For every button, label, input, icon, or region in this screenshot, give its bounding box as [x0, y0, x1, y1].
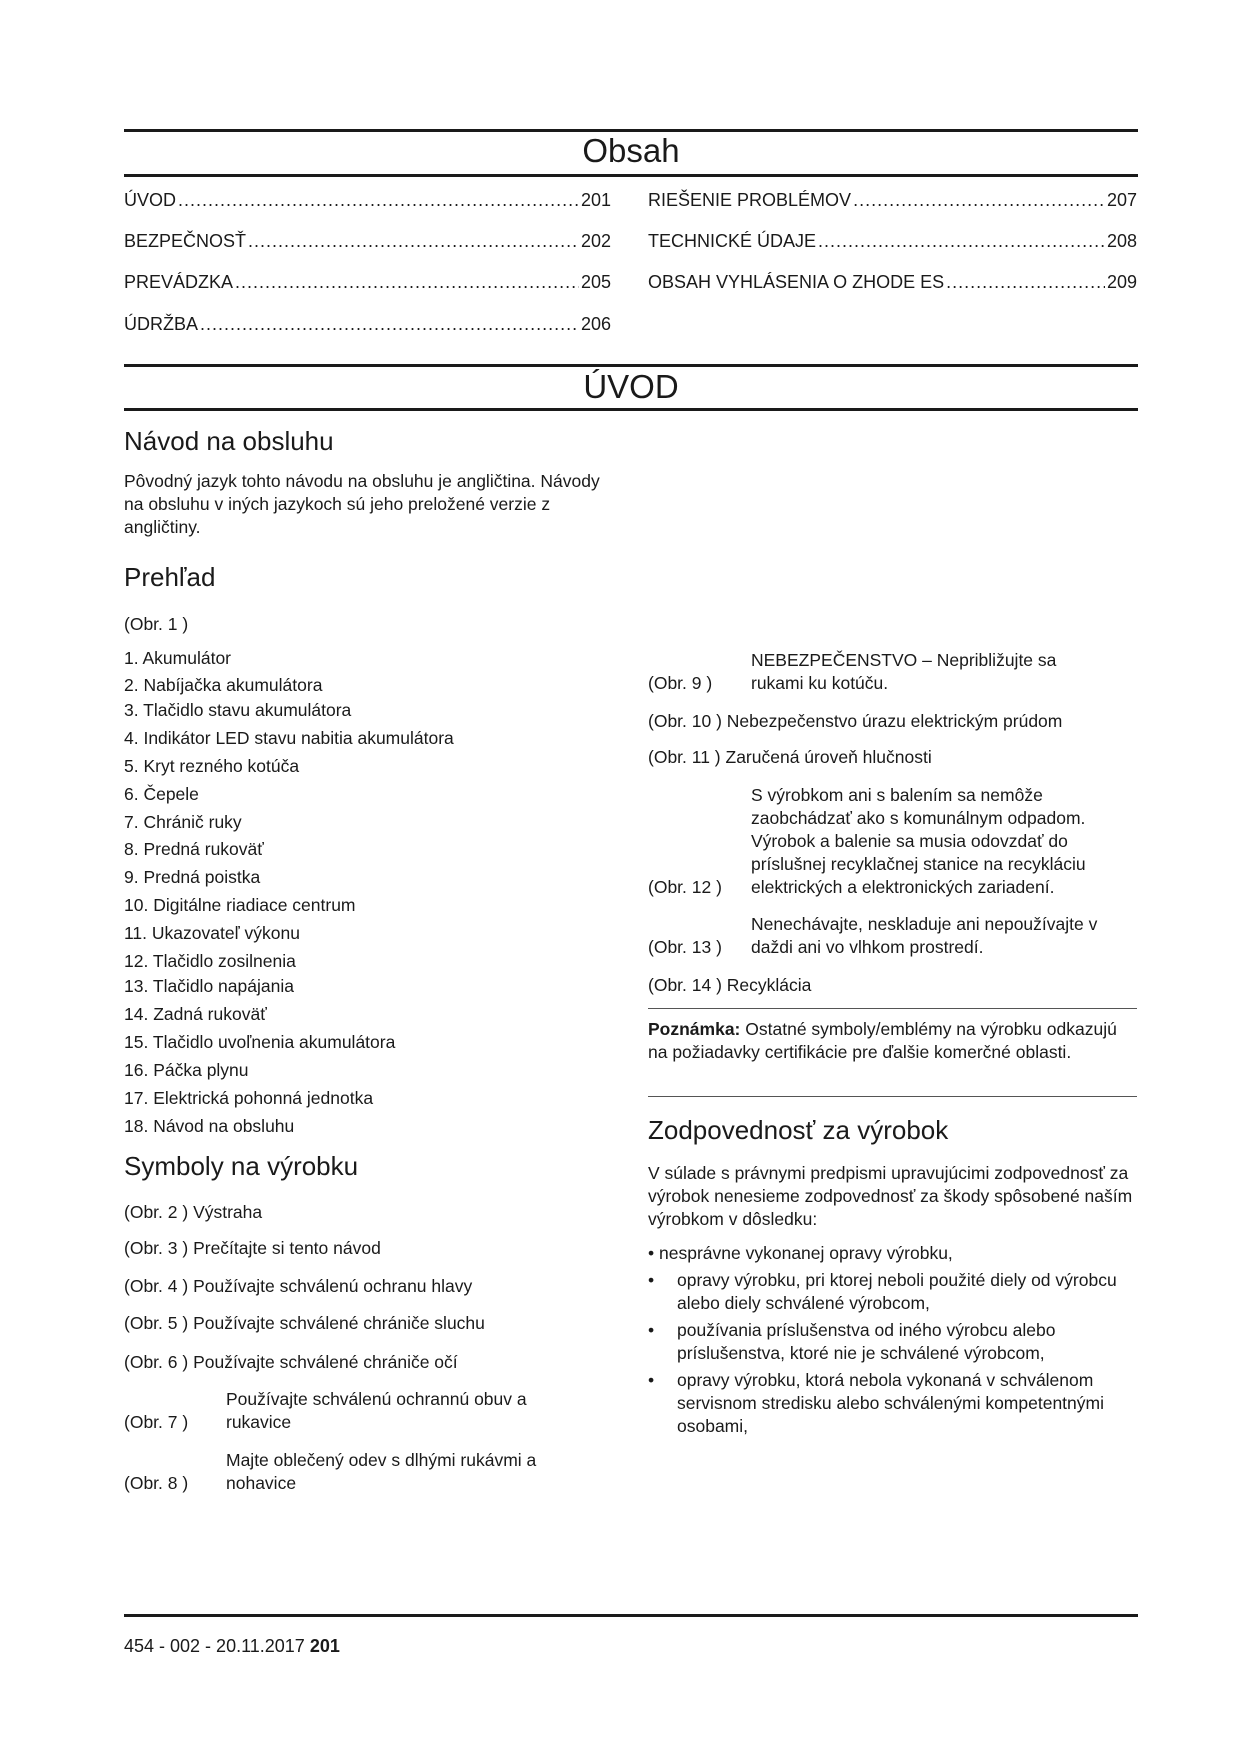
toc-entry-label: OBSAH VYHLÁSENIA O ZHODE ES [648, 272, 945, 292]
footer-page: 201 [309, 1636, 340, 1656]
symbol-text: Recyklácia [726, 975, 812, 995]
note [648, 1018, 1137, 1064]
list-item: 6. Čepele [124, 784, 199, 804]
toc-entry-page: 205 [580, 272, 611, 292]
list-item: 18. Návod na obsluhu [124, 1116, 295, 1136]
symbol-row [124, 1201, 262, 1224]
toc-entry[interactable] [124, 314, 611, 335]
symbol-text: Nenechávajte, neskladuje ani nepoužívajte v daždi ani vo vlhkom prostredí. [751, 914, 1098, 957]
toc-entry[interactable] [648, 231, 1137, 252]
toc-entry-label: ÚDRŽBA [124, 314, 199, 334]
toc-entry[interactable] [124, 231, 611, 252]
manual-text: Pôvodný jazyk tohto návodu na obsluhu je angličtina. Návody na obsluhu v iných jazykoch sú jeho preložené verzie z angličtiny. [124, 471, 600, 537]
symbol-ref: (Obr. 14 ) [648, 975, 722, 995]
symbol-ref: (Obr. 6 ) [124, 1352, 189, 1372]
list-item: 9. Predná poistka [124, 867, 261, 887]
symbol-ref: (Obr. 12 ) [648, 877, 722, 897]
symbol-row [648, 710, 1062, 733]
liability-text: V súlade s právnymi predpismi upravujúcimi zodpovednosť za výrobok nenesieme zodpovednosť za škody spôsobené naším výrobkom v dôsledku: [648, 1163, 1133, 1229]
bullet-icon: • [648, 1270, 655, 1290]
list-item: • opravy výrobku, pri ktorej neboli použité diely od výrobcu alebo diely schválené výrobcom, [648, 1270, 1117, 1313]
symbol-ref: (Obr. 3 ) [124, 1238, 189, 1258]
toc-entry[interactable] [124, 272, 611, 293]
symbols-heading: Symboly na výrobku [124, 1151, 359, 1181]
toc-entry[interactable] [124, 190, 611, 211]
list-item: 11. Ukazovateľ výkonu [124, 923, 300, 943]
list-item: 16. Páčka plynu [124, 1060, 249, 1080]
list-item: 1. Akumulátor [124, 648, 231, 668]
symbol-row [124, 1237, 381, 1260]
list-item: 5. Kryt rezného kotúča [124, 756, 300, 776]
overview-heading: Prehľad [124, 562, 216, 592]
bullet-icon: • [648, 1320, 655, 1340]
toc-entry-page: 209 [1106, 272, 1137, 292]
footer-code: 454 - 002 - 20.11.2017 [124, 1636, 305, 1656]
toc-entry[interactable] [648, 190, 1137, 211]
toc-entry[interactable] [648, 272, 1137, 293]
symbol-ref: (Obr. 2 ) [124, 1202, 189, 1222]
symbol-text: S výrobkom ani s balením sa nemôže zaobchádzať ako s komunálnym odpadom. Výrobok a balenie sa musia odovzdať do príslušnej recyklačnej stanice na recykláciu elektrických a elektronických zariadení. [751, 785, 1086, 897]
manual-heading: Návod na obsluhu [124, 426, 334, 456]
symbol-ref: (Obr. 8 ) [124, 1473, 189, 1493]
toc-entry-page: 207 [1106, 190, 1137, 210]
liability-heading: Zodpovednosť za výrobok [648, 1115, 949, 1145]
symbol-row [124, 1351, 458, 1374]
symbol-text: Nebezpečenstvo úrazu elektrickým prúdom [726, 711, 1063, 731]
symbol-ref: (Obr. 13 ) [648, 937, 722, 957]
list-item: 4. Indikátor LED stavu nabitia akumulátora [124, 728, 454, 748]
symbol-row [124, 1275, 472, 1298]
list-item: 2. Nabíjačka akumulátora [124, 675, 323, 695]
symbol-ref: (Obr. 5 ) [124, 1313, 189, 1333]
symbol-text: NEBEZPEČENSTVO – Nepribližujte sa rukami ku kotúču. [751, 650, 1057, 693]
symbol-ref: (Obr. 7 ) [124, 1412, 189, 1432]
note-top-rule [648, 1008, 1137, 1009]
symbol-text: Používajte schválené chrániče sluchu [193, 1313, 485, 1333]
list-item: 17. Elektrická pohonná jednotka [124, 1088, 374, 1108]
toc-entry-label: TECHNICKÉ ÚDAJE [648, 231, 817, 251]
symbol-ref: (Obr. 9 ) [648, 673, 713, 693]
toc-title: Obsah [582, 132, 680, 169]
list-item: 8. Predná rukoväť [124, 839, 264, 859]
toc-entry-page: 206 [580, 314, 611, 334]
overview-ref: (Obr. 1 ) [124, 614, 189, 634]
bullet-icon: • [648, 1370, 655, 1390]
list-item: • opravy výrobku, ktorá nebola vykonaná v schválenom servisnom stredisku alebo schválenými kompetentnými osobami, [648, 1370, 1104, 1436]
bullet-icon: • [648, 1243, 655, 1263]
list-item: 14. Zadná rukoväť [124, 1004, 267, 1024]
symbol-text: Používajte schválené chrániče očí [193, 1352, 458, 1372]
note-label: Poznámka: [648, 1019, 741, 1039]
note-bottom-rule [648, 1096, 1137, 1097]
list-item: 15. Tlačidlo uvoľnenia akumulátora [124, 1032, 396, 1052]
uvod-title: ÚVOD [583, 368, 679, 405]
symbol-ref: (Obr. 11 ) [648, 747, 721, 767]
symbol-text: Zaručená úroveň hlučnosti [725, 747, 932, 767]
symbol-ref: (Obr. 10 ) [648, 711, 722, 731]
symbol-text: Majte oblečený odev s dlhými rukávmi a nohavice [226, 1450, 537, 1493]
symbol-text: Používajte schválenú ochranu hlavy [193, 1276, 473, 1296]
toc-entry-page: 201 [580, 190, 611, 210]
list-item: 12. Tlačidlo zosilnenia [124, 951, 296, 971]
list-item: • používania príslušenstva od iného výrobcu alebo príslušenstva, ktoré nie je schválené výrobcom, [648, 1320, 1056, 1363]
footer-rule [124, 1614, 1138, 1617]
symbol-text: Používajte schválenú ochrannú obuv a rukavice [226, 1389, 527, 1432]
symbol-text: Výstraha [193, 1202, 263, 1222]
toc-entry-page: 202 [580, 231, 611, 251]
toc-entry-label: ÚVOD [124, 190, 177, 210]
toc-bottom-rule [124, 174, 1138, 177]
toc-entry-label: PREVÁDZKA [124, 272, 234, 292]
symbol-row [648, 746, 932, 769]
note-text: Ostatné symboly/emblémy na výrobku odkazujú na požiadavky certifikácie pre ďalšie komerčné oblasti. [648, 1019, 1117, 1062]
list-item: 3. Tlačidlo stavu akumulátora [124, 700, 352, 720]
list-item: 10. Digitálne riadiace centrum [124, 895, 356, 915]
toc-entry-label: BEZPEČNOSŤ [124, 231, 247, 251]
symbol-ref: (Obr. 4 ) [124, 1276, 189, 1296]
toc-entry-label: RIEŠENIE PROBLÉMOV [648, 190, 852, 210]
symbol-row [124, 1312, 485, 1335]
symbol-row [648, 974, 811, 997]
footer [124, 1636, 340, 1657]
list-item: 13. Tlačidlo napájania [124, 976, 294, 996]
symbol-text: Prečítajte si tento návod [193, 1238, 381, 1258]
toc-entry-page: 208 [1106, 231, 1137, 251]
list-item: 7. Chránič ruky [124, 812, 242, 832]
list-item: • nesprávne vykonanej opravy výrobku, [648, 1243, 953, 1263]
uvod-bottom-rule [124, 408, 1138, 411]
